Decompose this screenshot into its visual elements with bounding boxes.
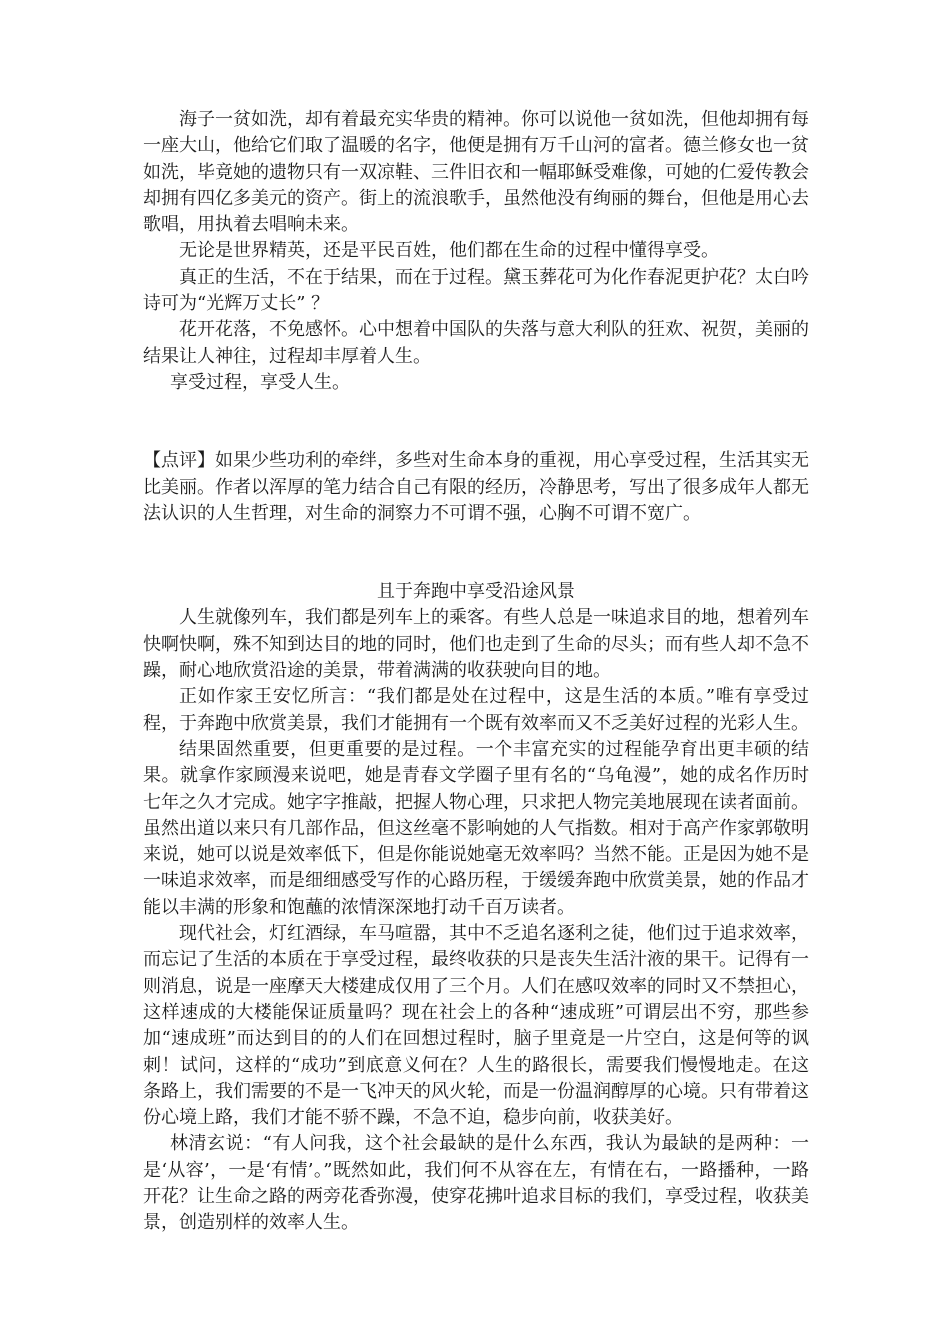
paragraph: 真正的生活，不在于结果，而在于过程。黛玉葬花可为化作春泥更护花？太白吟诗可为“光辉万丈长” ？ (143, 266, 809, 315)
spacer (143, 396, 809, 448)
paragraph: 人生就像列车，我们都是列车上的乘客。有些人总是一味追求目的地，想着列车快啊快啊，殊不知到达目的地的同时，他们也走到了生命的尽头；而有些人却不急不躁，耐心地欣赏沿途的美景，带着满满的收获驶向目的地。 (143, 607, 809, 682)
paragraph: 结果固然重要，但更重要的是过程。一个丰富充实的过程能孕育出更丰硕的结果。就拿作家顾漫来说吧，她是青春文学圈子里有名的“乌龟漫”，她的成名作历时七年之久才完成。她字字推敲，把握人物心理，只求把人物完美地展现在读者面前。虽然出道以来只有几部作品，但这丝毫不影响她的人气指数。相对于高产作家郭敬明来说，她可以说是效率低下，但是你能说她毫无效率吗？当然不能。正是因为她不是一味追求效率，而是细细感受写作的心路历程，于缓缓奔跑中欣赏美景，她的作品才能以丰满的形象和饱蘸的浓情深深地打动千百万读者。 (143, 738, 809, 918)
comment-paragraph: 【点评】如果少些功利的牵绊，多些对生命本身的重视，用心享受过程，生活其实无比美丽。作者以浑厚的笔力结合自己有限的经历，冷静思考，写出了很多成年人都无法认识的人生哲理，对生命的洞察力不可谓不强，心胸不可谓不宽广。 (143, 450, 809, 524)
paragraph: 无论是世界精英，还是平民百姓，他们都在生命的过程中懂得享受。 (179, 240, 719, 262)
paragraph: 海子一贫如洗，却有着最充实华贵的精神。你可以说他一贫如洗，但他却拥有每一座大山，他给它们取了温暖的名字，他便是拥有万千山河的富者。德兰修女也一贫如洗，毕竟她的遗物只有一双凉鞋、三件旧衣和一幅耶稣受难像，可她的仁爱传教会却拥有四亿多美元的资产。街上的流浪歌手，虽然他没有绚丽的舞台，但他是用心去歌唱，用执着去唱响未来。 (143, 109, 809, 236)
paragraph: 花开花落，不免感怀。心中想着中国队的失落与意大利队的狂欢、祝贺，美丽的结果让人神往，过程却丰厚着人生。 (143, 319, 809, 367)
document-page (143, 107, 809, 1237)
spacer (143, 527, 809, 579)
paragraph: 享受过程，享受人生。 (170, 371, 350, 393)
paragraph: 林清玄说：“有人问我，这个社会最缺的是什么东西，我认为最缺的是两种：一是‘从容’，一是‘有情’。”既然如此，我们何不从容在左，有情在右，一路播种，一路开花？让生命之路的两旁花香弥漫，使穿花拂叶追求目标的我们，享受过程，收获美景，创造别样的效率人生。 (143, 1133, 809, 1234)
paragraph: 现代社会，灯红酒绿，车马喧嚣，其中不乏追名逐利之徒，他们过于追求效率，而忘记了生活的本质在于享受过程，最终收获的只是丧失生活汁液的果干。记得有一则消息，说是一座摩天大楼建成仅用了三个月。人们在感叹效率的同时又不禁担心，这样速成的大楼能保证质量吗？现在社会上的各种“速成班”可谓层出不穷，那些参加“速成班”而达到目的的人们在回想过程时，脑子里竟是一片空白，这是何等的讽刺！试问，这样的“成功”到底意义何在？人生的路很长，需要我们慢慢地走。在这条路上，我们需要的不是一飞冲天的风火轮，而是一份温润醇厚的心境。只有带着这份心境上路，我们才能不骄不躁，不急不迫，稳步向前，收获美好。 (143, 923, 809, 1129)
paragraph: 正如作家王安忆所言：“我们都是处在过程中，这是生活的本质。”唯有享受过程，于奔跑中欣赏美景，我们才能拥有一个既有效率而又不乏美好过程的光彩人生。 (143, 686, 809, 734)
essay-title: 且于奔跑中享受沿途风景 (377, 581, 575, 603)
